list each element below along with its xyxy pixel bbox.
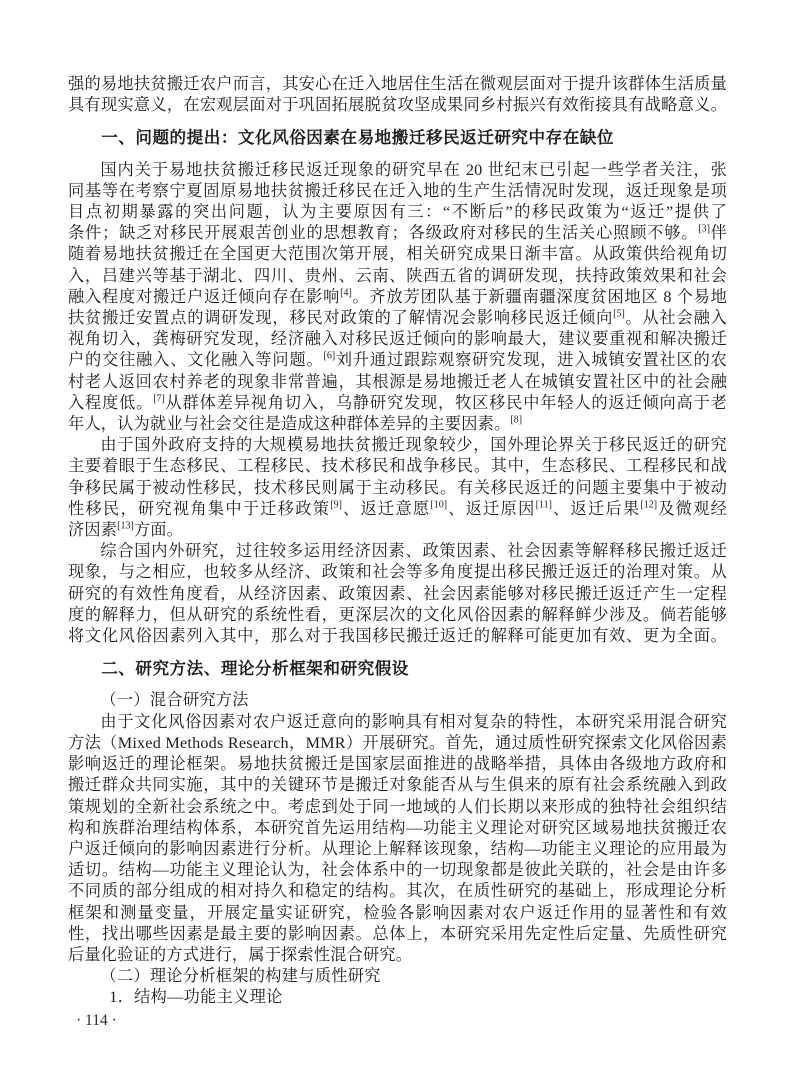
text-line: 研究的有效性角度看，从经济因素、政策因素、社会因素能够对移民搬迁返迁产生一定程 xyxy=(68,584,727,603)
text-line: 具有现实意义，在宏观层面对于巩固拓展脱贫攻坚成果同乡村振兴有效衔接具有战略意义。 xyxy=(68,96,727,115)
text-line: 度的解释力，但从研究的系统性看，更深层次的文化风俗因素的解释鲜少涉及。倘若能够 xyxy=(68,605,727,624)
citation-ref: [10] xyxy=(430,499,448,511)
text-line: 目点初期暴露的突出问题，认为主要原因有三：“不断后”的移民政策为“返迁”提供了 xyxy=(68,203,727,222)
text-line: 将文化风俗因素列入其中，那么对于我国移民搬迁返迁的解释可能更加有效、更为全面。 xyxy=(68,627,727,646)
text-line: 后量化验证的方式进行，属于探索性混合研究。 xyxy=(68,945,413,964)
text-line: 争移民属于被动性移民，技术移民则属于主动移民。有关移民返迁的问题主要集中于被动 xyxy=(68,478,727,497)
citation-ref: [4] xyxy=(340,287,352,299)
citation-ref: [12] xyxy=(640,499,658,511)
section-heading-1: 一、问题的提出：文化风俗因素在易地搬迁移民返迁研究中存在缺位 xyxy=(101,128,614,148)
text-line: 视角切入，龚梅研究发现，经济融入对移民返迁倾向的影响最大，建议要重视和解决搬迁 xyxy=(68,330,727,349)
citation-ref: [5] xyxy=(613,308,625,320)
text-line: 综合国内外研究，过往较多运用经济因素、政策因素、社会因素等解释移民搬迁返迁 xyxy=(100,542,727,561)
citation-ref: [13] xyxy=(117,520,134,532)
paragraph xyxy=(68,160,727,436)
text-line: 现象，与之相应，也较多从经济、政策和社会等多角度提出移民搬迁返迁的治理对策。从 xyxy=(68,563,727,582)
citation-ref: [9] xyxy=(330,499,342,511)
text-line: 框架和测量变量，开展定量实证研究，检验各影响因素对农户返迁作用的显著性和有效 xyxy=(68,903,727,922)
citation-ref: [8] xyxy=(510,414,523,426)
text-line: 性，找出哪些因素是最主要的影响因素。总体上，本研究采用先定性后定量、先质性研究 xyxy=(68,924,727,943)
subsection-heading-2: （二）理论分析框架的构建与质性研究 xyxy=(100,967,381,986)
text-line: 搬迁群众共同实施，其中的关键环节是搬迁对象能否从与生俱来的原有社会系统融入到政 xyxy=(68,776,727,795)
text-line: 影响返迁的理论框架。易地扶贫搬迁是国家层面推进的战略举措，具体由各级地方政府和 xyxy=(68,755,727,774)
text-line: 构和族群治理结构体系，本研究首先运用结构—功能主义理论对研究区域易地扶贫搬迁农 xyxy=(68,818,727,837)
citation-ref: [3] xyxy=(698,223,710,235)
paragraph xyxy=(68,712,727,966)
text-line: 适切。结构—功能主义理论认为，社会体系中的一切现象都是彼此关联的，社会是由许多 xyxy=(68,861,727,880)
text-line: 入程度低。[7]从群体差异视角切入，乌静研究发现，牧区移民中年轻人的返迁倾向高于老 xyxy=(68,393,728,412)
page-number: · 114 · xyxy=(76,1011,117,1029)
text-line: 济因素[13]方面。 xyxy=(68,520,184,540)
text-line: 随着易地扶贫搬迁在全国更大范围次第开展，相关研究成果日渐丰富。从政策供给视角切 xyxy=(68,245,727,264)
text-line: 村老人返回农村养老的现象非常普遍，其根源是易地搬迁老人在城镇安置社区中的社会融 xyxy=(68,372,727,391)
text-line: 国内关于易地扶贫搬迁移民返迁现象的研究早在 20 世纪末已引起一些学者关注，张 xyxy=(100,160,727,179)
text-line: 强的易地扶贫搬迁农户而言，其安心在迁入地居住生活在微观层面对于提升该群体生活质量 xyxy=(68,75,727,93)
text-line: 同基等在考察宁夏固原易地扶贫搬迁移民在迁入地的生产生活情况时发现，返迁现象是项 xyxy=(68,181,727,200)
text-line: 由于文化风俗因素对农户返迁意向的影响具有相对复杂的特性，本研究采用混合研究 xyxy=(100,712,727,731)
text-line: 条件；缺乏对移民开展艰苦创业的思想教育；各级政府对移民的生活关心照顾不够。[3]伴 xyxy=(68,223,727,243)
text-line: 扶贫搬迁安置点的调研发现，移民对政策的了解情况会影响移民返迁倾向[5]。从社会融入 xyxy=(68,308,727,328)
citation-ref: [6] xyxy=(323,351,336,363)
citation-ref: [7] xyxy=(153,393,165,405)
citation-ref: [11] xyxy=(535,499,552,511)
section-heading-2: 二、研究方法、理论分析框架和研究假设 xyxy=(101,659,409,679)
numbered-item-1: 1．结构—功能主义理论 xyxy=(109,988,283,1007)
text-line: 由于国外政府支持的大规模易地扶贫搬迁现象较少，国外理论界关于移民返迁的研究 xyxy=(100,436,727,455)
text-line: 入，吕建兴等基于湖北、四川、贵州、云南、陕西五省的调研发现，扶持政策效果和社会 xyxy=(68,266,727,285)
text-line: 户的交往融入、文化融入等问题。[6]刘升通过跟踪观察研究发现，进入城镇安置社区的农 xyxy=(68,351,727,370)
paragraph xyxy=(68,541,727,647)
intro-paragraph xyxy=(68,74,727,116)
text-line: 年人，认为就业与社会交往是造成这种群体差异的主要因素。[8] xyxy=(68,414,523,434)
text-line: 方法（Mixed Methods Research，MMR）开展研究。首先，通过质性研究探索文化风俗因素 xyxy=(68,733,727,752)
text-line: 主要着眼于生态移民、工程移民、技术移民和战争移民。其中，生态移民、工程移民和战 xyxy=(68,457,727,476)
text-line: 性移民，研究视角集中于迁移政策[9]、返迁意愿[10]、返迁原因[11]、返迁后果[12]及微观经 xyxy=(68,499,728,518)
paragraph xyxy=(68,435,727,541)
text-line: 户返迁倾向的影响因素进行分析。从理论上解释该现象，结构—功能主义理论的应用最为 xyxy=(68,839,727,858)
text-line: 策规划的全新社会系统之中。考虑到处于同一地域的人们长期以来形成的独特社会组织结 xyxy=(68,797,727,816)
subsection-heading-1: （一）混合研究方法 xyxy=(100,691,249,710)
text-line: 不同质的部分组成的相对持久和稳定的结构。其次，在质性研究的基础上，形成理论分析 xyxy=(68,882,727,901)
text-line: 融入程度对搬迁户返迁倾向存在影响[4]。齐放芳团队基于新疆南疆深度贫困地区 8 个易地 xyxy=(68,287,727,306)
